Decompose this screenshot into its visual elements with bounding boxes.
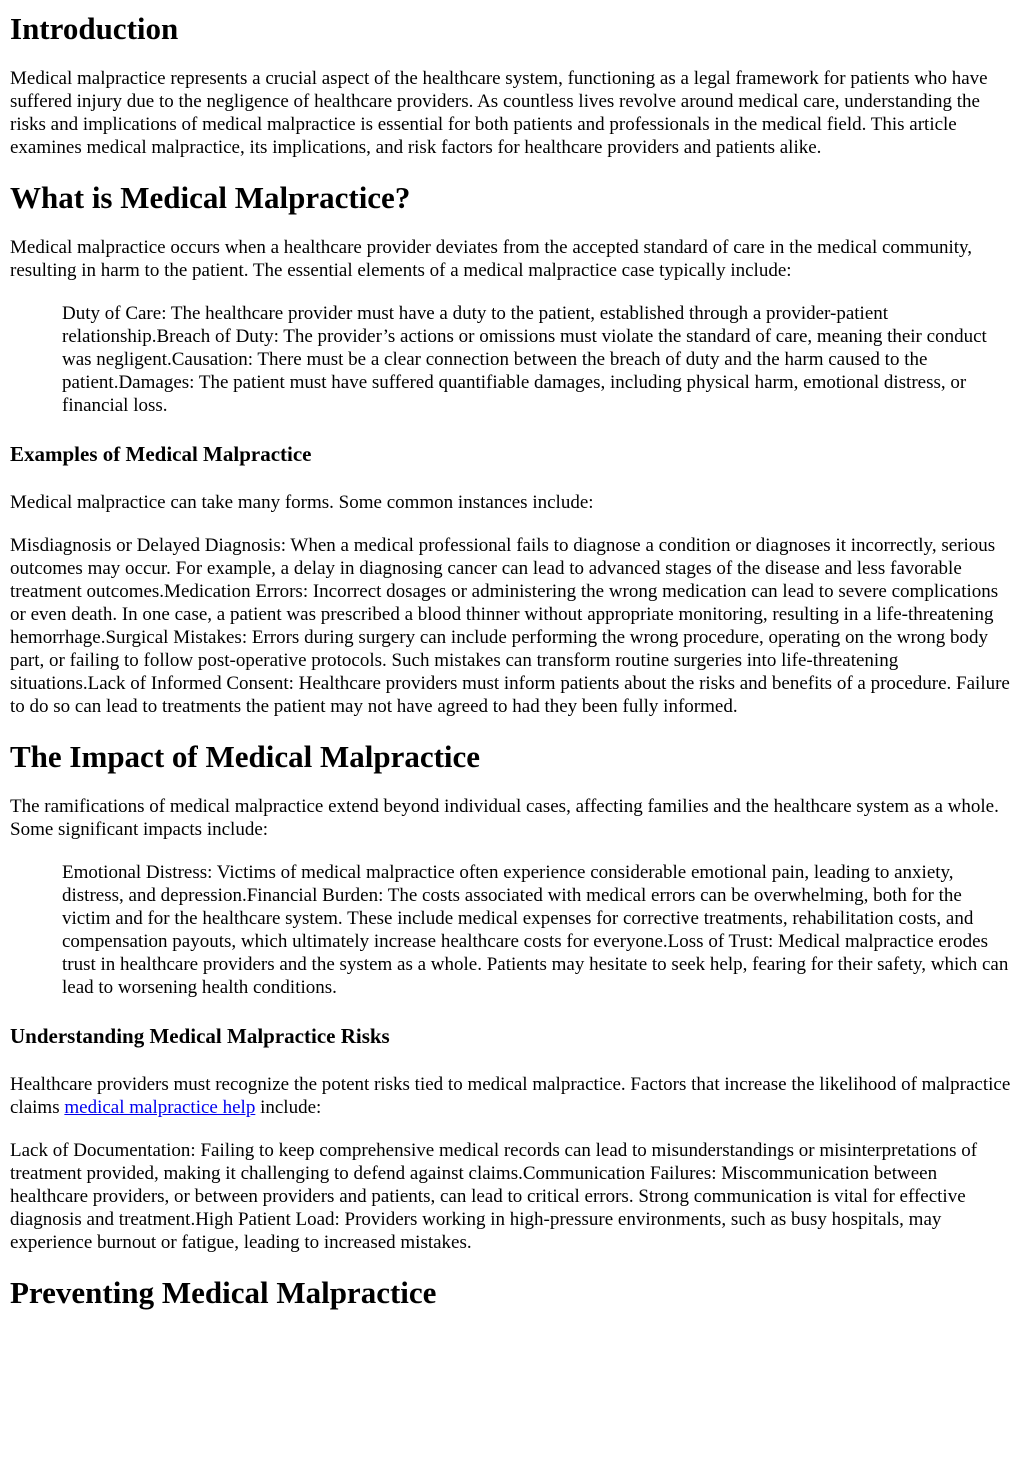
- impact-heading: The Impact of Medical Malpractice: [10, 739, 481, 774]
- elements-blockquote: Duty of Care: The healthcare provider must have a duty to the patient, established through a provider-patient relationship.Breach of Duty: The provider’s actions or omissions must violate the standard of care, meaning their conduct was negligent.Causation: There must be a clear connection between the breach of duty and the harm caused to the patient.Damages: The patient must have suffered quantifiable damages, including physical harm, emotional distress, or financial loss.: [62, 303, 987, 416]
- preventing-heading: Preventing Medical Malpractice: [10, 1275, 437, 1310]
- impact-paragraph: The ramifications of medical malpractice extend beyond individual cases, affecting families and the healthcare system as a whole. Some significant impacts include:: [10, 796, 999, 840]
- examples-heading: Examples of Medical Malpractice: [10, 442, 312, 466]
- risks-text-after-link: include:: [255, 1097, 322, 1118]
- impact-blockquote: Emotional Distress: Victims of medical malpractice often experience considerable emotional pain, leading to anxiety, distress, and depression.Financial Burden: The costs associated with medical errors can be overwhelming, both for the victim and for the healthcare system. These include medical expenses for corrective treatments, rehabilitation costs, and compensation payouts, which ultimately increase healthcare costs for everyone.Loss of Trust: Medical malpractice erodes trust in healthcare providers and the system as a whole. Patients may hesitate to seek help, fearing for their safety, which can lead to worsening health conditions.: [62, 862, 1009, 998]
- intro-heading: Introduction: [10, 11, 179, 46]
- risks-heading: Understanding Medical Malpractice Risks: [10, 1024, 390, 1048]
- examples-paragraph: Misdiagnosis or Delayed Diagnosis: When a medical professional fails to diagnose a condition or diagnoses it incorrectly, serious outcomes may occur. For example, a delay in diagnosing cancer can lead to advanced stages of the disease and less favorable treatment outcomes.Medication Errors: Incorrect dosages or administering the wrong medication can lead to severe complications or even death. In one case, a patient was prescribed a blood thinner without appropriate monitoring, resulting in a life-threatening hemorrhage.Surgical Mistakes: Errors during surgery can include performing the wrong procedure, operating on the wrong body part, or failing to follow post-operative protocols. Such mistakes can transform routine surgeries into life-threatening situations.Lack of Informed Consent: Healthcare providers must inform patients about the risks and benefits of a procedure. Failure to do so can lead to treatments the patient may not have agreed to had they been fully informed.: [10, 535, 1010, 717]
- risks-factors-paragraph: Lack of Documentation: Failing to keep comprehensive medical records can lead to misunderstandings or misinterpretations of treatment provided, making it challenging to defend against claims.Communication Failures: Miscommunication between healthcare providers, or between providers and patients, can lead to critical errors. Strong communication is vital for effective diagnosis and treatment.High Patient Load: Providers working in high-pressure environments, such as busy hospitals, may experience burnout or fatigue, leading to increased mistakes.: [10, 1140, 978, 1253]
- malpractice-help-link[interactable]: medical malpractice help: [64, 1097, 256, 1118]
- intro-paragraph: Medical malpractice represents a crucial aspect of the healthcare system, functioning as a legal framework for patients who have suffered injury due to the negligence of healthcare providers. As countless lives revolve around medical care, understanding the risks and implications of medical malpractice is essential for both patients and professionals in the medical field. This article examines medical malpractice, its implications, and risk factors for healthcare providers and patients alike.: [10, 68, 988, 158]
- what-is-heading: What is Medical Malpractice?: [10, 180, 411, 215]
- risks-paragraph: [10, 1073, 1014, 1119]
- what-is-paragraph: Medical malpractice occurs when a healthcare provider deviates from the accepted standard of care in the medical community, resulting in harm to the patient. The essential elements of a medical malpractice case typically include:: [10, 237, 973, 281]
- examples-intro-paragraph: Medical malpractice can take many forms. Some common instances include:: [10, 492, 594, 513]
- risks-text-before-link: Healthcare providers must recognize the potent risks tied to medical malpractice. Factors that increase the likelihood of malpractice claims: [10, 1074, 1011, 1118]
- article: [0, 12, 1024, 1310]
